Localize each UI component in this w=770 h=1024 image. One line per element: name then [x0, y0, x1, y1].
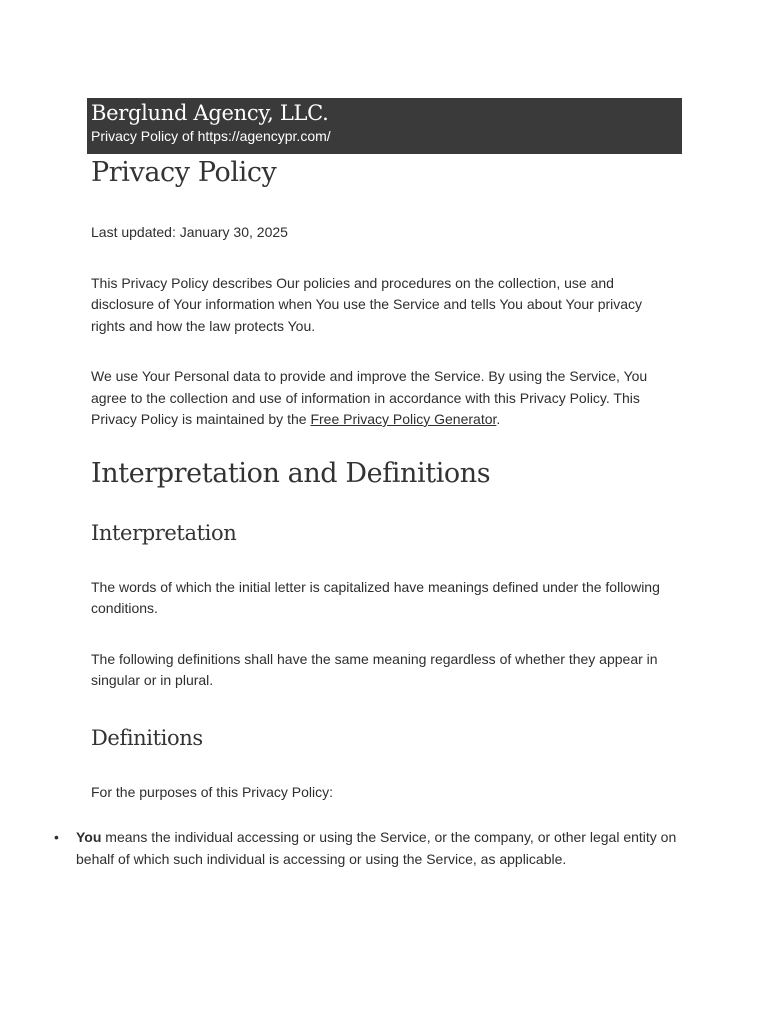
document-body: [91, 156, 671, 803]
page-title: Privacy Policy: [91, 157, 277, 188]
generator-link[interactable]: Free Privacy Policy Generator: [310, 411, 497, 427]
interpretation-paragraph-2: The following definitions shall have the same meaning regardless of whether they appear in singular or in plural.: [91, 650, 658, 688]
definition-term: You: [76, 829, 102, 845]
definitions-heading: Definitions: [91, 725, 203, 750]
company-name: Berglund Agency, LLC.: [91, 101, 329, 125]
usage-end: .: [496, 411, 501, 427]
section-heading-interpretation-definitions: Interpretation and Definitions: [91, 457, 491, 489]
usage-text: We use Your Personal data to provide and improve the Service. By using the Service, You agree to the collection and use of information in accordance with this Privacy Policy. This Privacy Policy is maintained by the: [91, 368, 648, 427]
document-header: [87, 98, 682, 154]
bullet-icon: •: [54, 829, 59, 845]
last-updated-text: Last updated: January 30, 2025: [91, 224, 288, 240]
usage-paragraph: [91, 366, 671, 431]
header-subtitle: Privacy Policy of https://agencypr.com/: [91, 128, 331, 144]
list-item: [52, 827, 692, 870]
interpretation-heading: Interpretation: [91, 520, 237, 545]
definitions-list: [52, 827, 692, 870]
definition-text: means the individual accessing or using the Service, or the company, or other legal entity on behalf of which such individual is accessing or using the Service, as applicable.: [76, 829, 677, 867]
interpretation-paragraph-1: The words of which the initial letter is capitalized have meanings defined under the following conditions.: [91, 578, 660, 616]
intro-paragraph: This Privacy Policy describes Our policies and procedures on the collection, use and disclosure of Your information when You use the Service and tells You about Your privacy rights and how the law protects You.: [91, 274, 643, 334]
definitions-intro: For the purposes of this Privacy Policy:: [91, 783, 333, 800]
